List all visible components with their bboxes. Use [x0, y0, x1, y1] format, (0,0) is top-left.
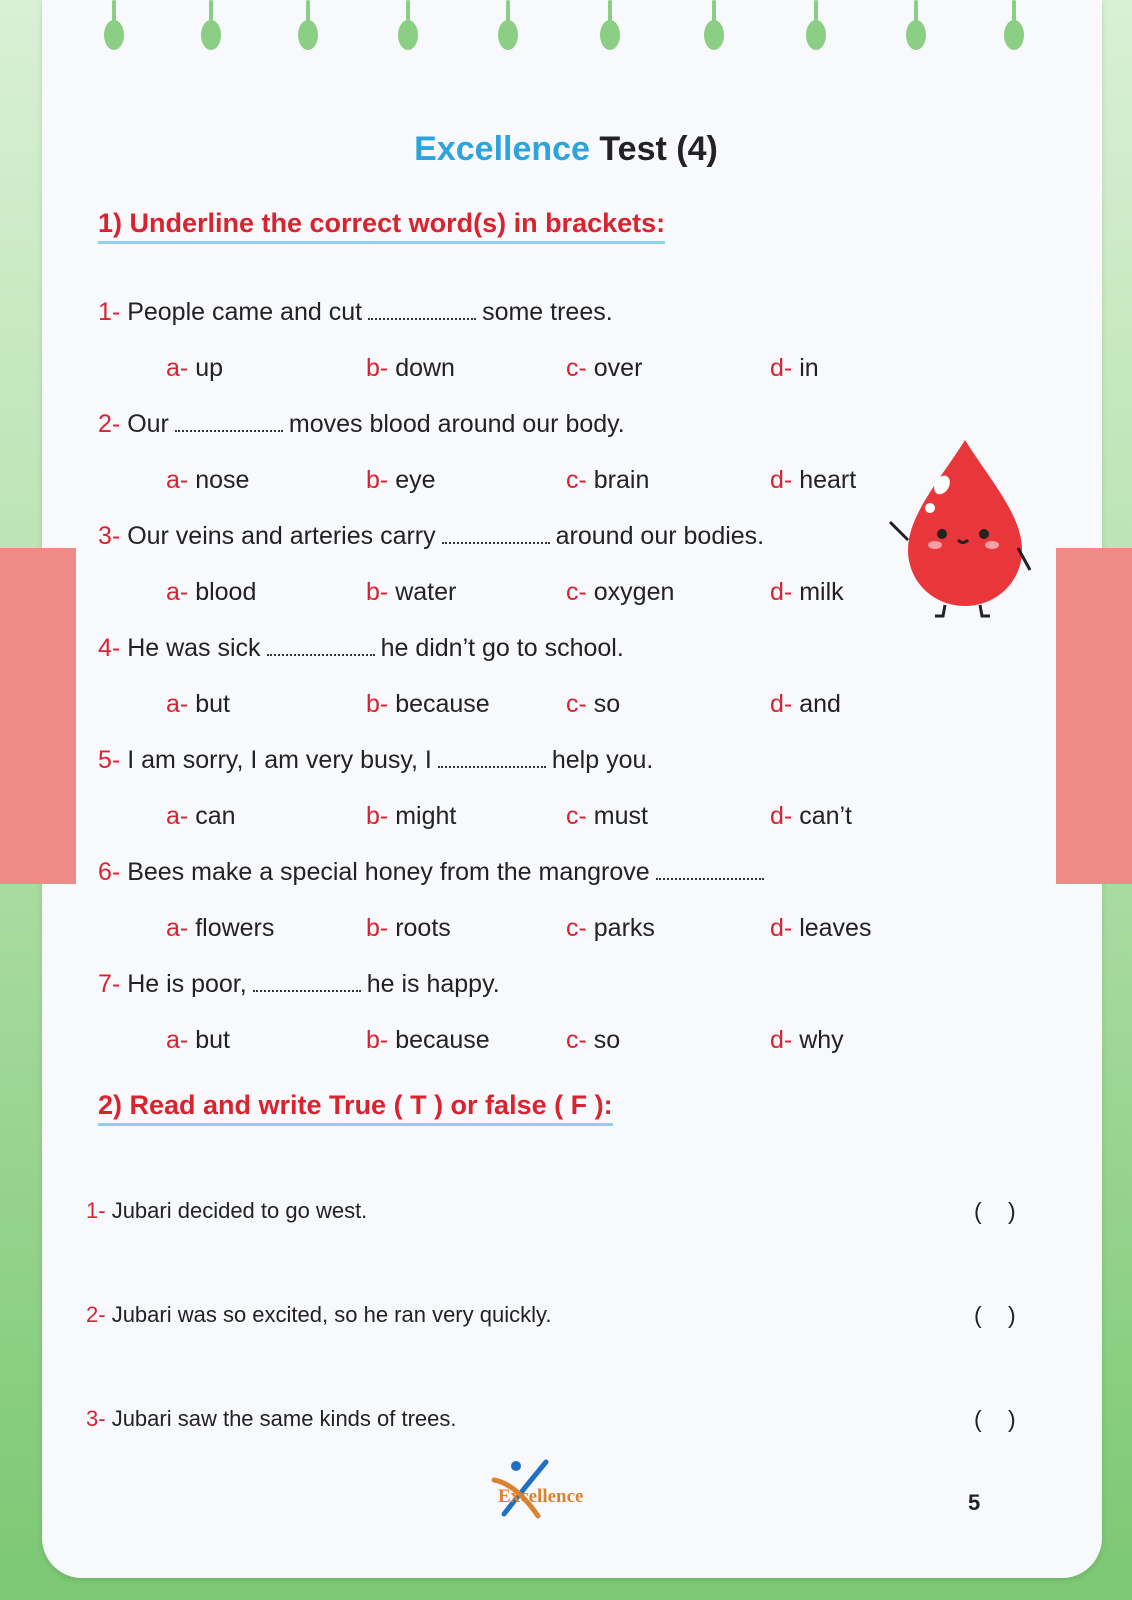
option-c[interactable]: c- parks	[566, 914, 655, 942]
question-5	[98, 746, 653, 775]
option-a[interactable]: a- blood	[166, 578, 257, 606]
excellence-logo	[486, 1456, 636, 1520]
option-d[interactable]: d- in	[770, 354, 819, 382]
question-text: Our	[127, 410, 169, 438]
blank	[267, 654, 375, 656]
question-6	[98, 858, 770, 887]
option-d[interactable]: d- why	[770, 1026, 844, 1054]
option-d[interactable]: d- leaves	[770, 914, 872, 942]
binder-ring-icon	[905, 0, 927, 50]
option-c[interactable]: c- brain	[566, 466, 650, 494]
title-brand: Excellence	[414, 130, 590, 168]
option-a[interactable]: a- can	[166, 802, 236, 830]
question-1	[98, 298, 613, 327]
option-d[interactable]: d- can’t	[770, 802, 852, 830]
option-c[interactable]: c- must	[566, 802, 648, 830]
question-4	[98, 634, 624, 663]
option-b[interactable]: b- roots	[366, 914, 451, 942]
blood-drop-mascot-icon	[880, 430, 1050, 620]
question-text: People came and cut	[127, 298, 363, 326]
question-text: Bees make a special honey from the mangrove	[127, 858, 650, 886]
option-a[interactable]: a- but	[166, 690, 230, 718]
option-c[interactable]: c- over	[566, 354, 643, 382]
question-text-end: help you.	[551, 746, 654, 774]
tape-right	[1056, 548, 1132, 884]
binder-ring-icon	[703, 0, 725, 50]
binder-ring-icon	[103, 0, 125, 50]
option-b[interactable]: b- water	[366, 578, 457, 606]
option-c[interactable]: c- so	[566, 690, 621, 718]
blank	[438, 766, 546, 768]
section1-heading: 1) Underline the correct word(s) in brackets:	[98, 208, 665, 244]
question-number: 5-	[98, 746, 121, 774]
answer-box-2[interactable]: ( )	[974, 1302, 1026, 1328]
question-number: 6-	[98, 858, 121, 886]
blank	[175, 430, 283, 432]
logo-text: Excellence	[498, 1486, 584, 1507]
option-b[interactable]: b- eye	[366, 466, 436, 494]
title-rest: Test (4)	[599, 130, 718, 168]
option-b[interactable]: b- because	[366, 690, 490, 718]
option-a[interactable]: a- up	[166, 354, 223, 382]
option-c[interactable]: c- oxygen	[566, 578, 675, 606]
question-number: 2-	[98, 410, 121, 438]
question-3	[98, 522, 764, 551]
tape-left	[0, 548, 76, 884]
blank	[368, 318, 476, 320]
binder-ring-icon	[297, 0, 319, 50]
page-title	[0, 130, 1132, 169]
question-text-end: some trees.	[482, 298, 613, 326]
page-number: 5	[968, 1490, 981, 1515]
binder-ring-icon	[397, 0, 419, 50]
section2-heading: 2) Read and write True ( T ) or false ( F ):	[98, 1090, 613, 1126]
binder-ring-icon	[599, 0, 621, 50]
binder-ring-icon	[497, 0, 519, 50]
question-number: 7-	[98, 970, 121, 998]
answer-box-1[interactable]: ( )	[974, 1198, 1026, 1224]
question-text: He was sick	[127, 634, 261, 662]
option-b[interactable]: b- might	[366, 802, 457, 830]
question-text-end: around our bodies.	[555, 522, 765, 550]
question-text: He is poor,	[127, 970, 247, 998]
option-a[interactable]: a- flowers	[166, 914, 275, 942]
question-text-end: he is happy.	[366, 970, 500, 998]
question-text-end: he didn’t go to school.	[380, 634, 624, 662]
question-7	[98, 970, 500, 999]
binder-ring-icon	[805, 0, 827, 50]
question-text: I am sorry, I am very busy, I	[127, 746, 432, 774]
option-b[interactable]: b- down	[366, 354, 455, 382]
tf-item-1: 1- Jubari decided to go west.	[86, 1198, 368, 1223]
option-c[interactable]: c- so	[566, 1026, 621, 1054]
option-a[interactable]: a- nose	[166, 466, 250, 494]
blank	[656, 878, 764, 880]
tf-item-3: 3- Jubari saw the same kinds of trees.	[86, 1406, 457, 1431]
question-2	[98, 410, 625, 439]
question-number: 3-	[98, 522, 121, 550]
binder-ring-icon	[1003, 0, 1025, 50]
option-d[interactable]: d- milk	[770, 578, 844, 606]
option-d[interactable]: d- and	[770, 690, 841, 718]
option-b[interactable]: b- because	[366, 1026, 490, 1054]
blank	[442, 542, 550, 544]
blank	[253, 990, 361, 992]
option-a[interactable]: a- but	[166, 1026, 230, 1054]
option-d[interactable]: d- heart	[770, 466, 857, 494]
question-number: 1-	[98, 298, 121, 326]
answer-box-3[interactable]: ( )	[974, 1406, 1026, 1432]
binder-ring-icon	[200, 0, 222, 50]
question-number: 4-	[98, 634, 121, 662]
question-text: Our veins and arteries carry	[127, 522, 436, 550]
tf-item-2: 2- Jubari was so excited, so he ran very quickly.	[86, 1302, 552, 1327]
question-text-end: moves blood around our body.	[288, 410, 625, 438]
